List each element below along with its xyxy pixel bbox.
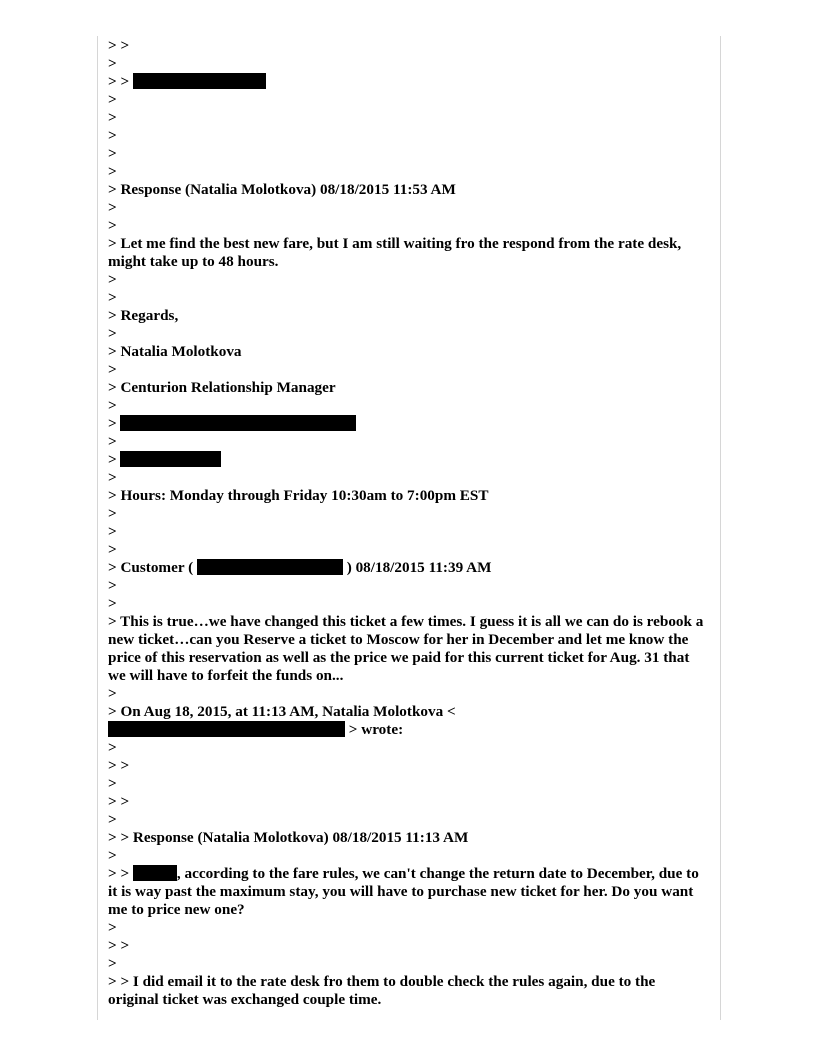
customer-header-start: > Customer ( (108, 559, 194, 576)
signature-title: > Centurion Relationship Manager (108, 379, 336, 396)
quote-line: > (108, 397, 117, 414)
quote-marker: > (108, 415, 117, 432)
quote-line: > (108, 289, 117, 306)
quote-line: > (108, 145, 117, 162)
quote-line: > (108, 955, 117, 972)
message-text: > This is true…we have changed this ticket a few times. I guess it is all we can do is rebook a new ticket…can you Reserve a ticket to Moscow for her in December and let me know the price of this reservation as well as the price we paid for this current ticket for Aug. 31 that we will have to forfeit the funds on... (108, 613, 708, 684)
redaction-block (133, 73, 266, 89)
quote-line: > (108, 127, 117, 144)
quote-line: > (108, 271, 117, 288)
quote-line: > > (108, 793, 130, 810)
quote-line: > (108, 775, 117, 792)
message-text-redacted (108, 865, 708, 919)
quote-line-redacted (108, 451, 708, 469)
redaction-block (120, 415, 356, 431)
quote-line: > (108, 847, 117, 864)
quote-line: > (108, 109, 117, 126)
quote-line: > (108, 325, 117, 342)
customer-header-end: ) 08/18/2015 11:39 AM (346, 559, 492, 576)
redaction-block (108, 721, 345, 737)
quote-line: > (108, 469, 117, 486)
response-header: > > Response (Natalia Molotkova) 08/18/2015 11:13 AM (108, 829, 469, 846)
quote-line: > (108, 199, 117, 216)
quote-line: > > (108, 757, 130, 774)
quote-line: > (108, 217, 117, 234)
response-header: > Response (Natalia Molotkova) 08/18/2015 11:53 AM (108, 181, 456, 198)
quote-marker: > (108, 451, 117, 468)
signature-hours: > Hours: Monday through Friday 10:30am to 7:00pm EST (108, 487, 489, 504)
customer-header (108, 559, 708, 577)
redaction-block (133, 865, 177, 881)
redaction-block (197, 559, 343, 575)
quote-line: > (108, 55, 117, 72)
quote-line-redacted (108, 73, 708, 91)
quote-line: > (108, 919, 117, 936)
reply-attribution-email (108, 721, 708, 739)
reply-attribution: > On Aug 18, 2015, at 11:13 AM, Natalia Molotkova < (108, 703, 456, 720)
message-text: , according to the fare rules, we can't change the return date to December, due to it is way past the maximum stay, you will have to purchase new ticket for her. Do you want me to price new one? (108, 865, 703, 918)
message-text: > > I did email it to the rate desk fro them to double check the rules again, due to the original ticket was exchanged couple time. (108, 973, 660, 1008)
message-text: > Let me find the best new fare, but I am still waiting fro the respond from the rate desk, might take up to 48 hours. (108, 235, 686, 270)
quote-marker: > > (108, 73, 130, 90)
redaction-block (120, 451, 221, 467)
quote-line: > (108, 163, 117, 180)
email-body (108, 37, 708, 1009)
quote-line: > (108, 505, 117, 522)
quote-line: > (108, 523, 117, 540)
reply-attribution-end: > wrote: (348, 721, 404, 738)
quote-line: > > (108, 937, 130, 954)
quote-line-redacted (108, 415, 708, 433)
quote-line: > (108, 595, 117, 612)
quote-line: > (108, 433, 117, 450)
quote-marker: > > (108, 865, 130, 882)
quote-line: > (108, 577, 117, 594)
quote-line: > (108, 541, 117, 558)
quote-line: > (108, 739, 117, 756)
quote-line: > (108, 685, 117, 702)
signoff: > Regards, (108, 307, 179, 324)
quote-line: > (108, 361, 117, 378)
quote-line: > > (108, 37, 130, 54)
quote-line: > (108, 91, 117, 108)
signature-name: > Natalia Molotkova (108, 343, 242, 360)
quote-line: > (108, 811, 117, 828)
